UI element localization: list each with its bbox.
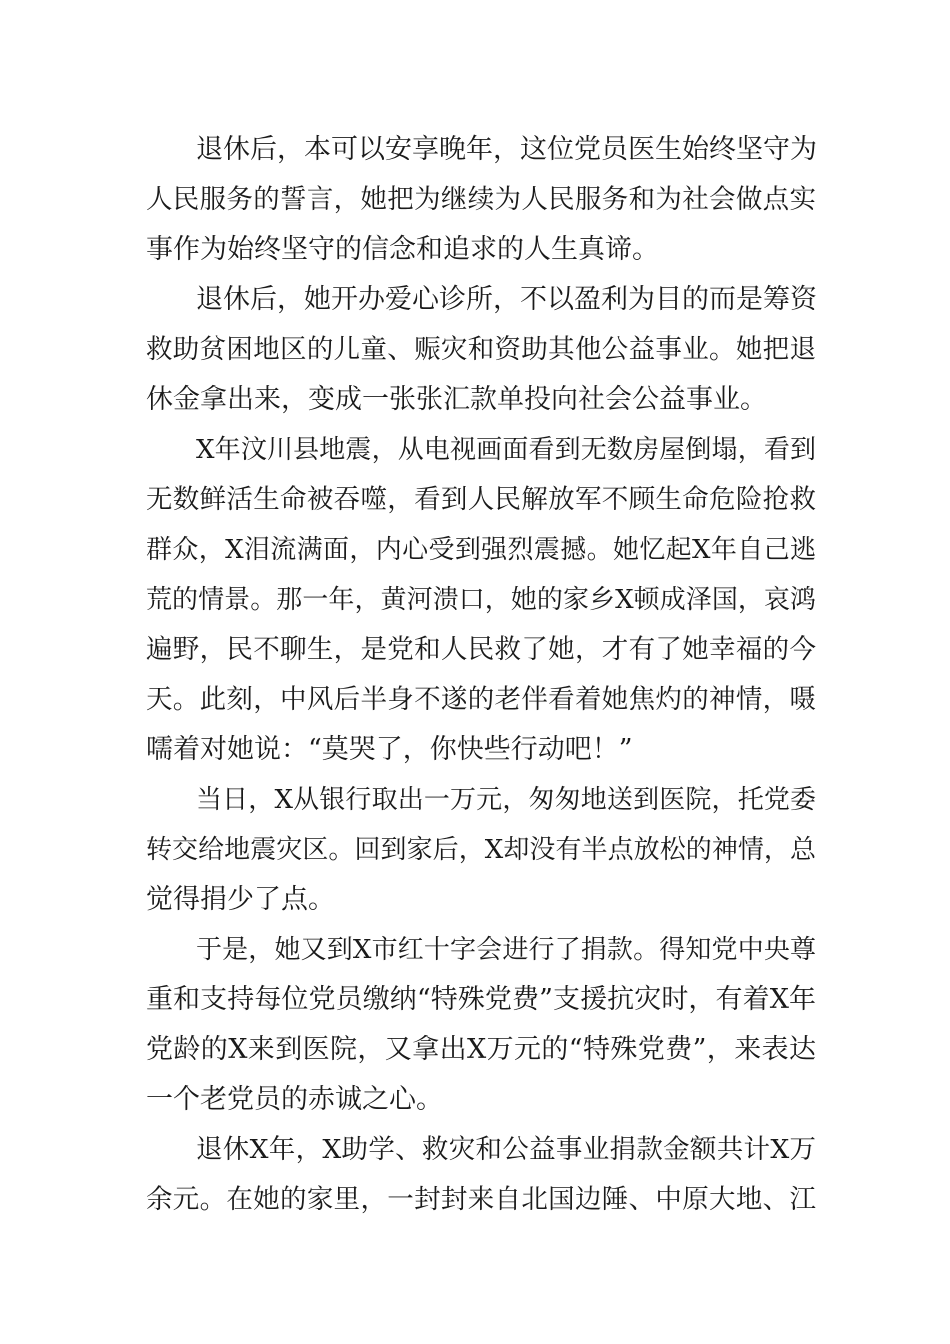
paragraph-2-line-3: 休金拿出来，变成一张张汇款单投向社会公益事业。 bbox=[146, 384, 767, 415]
paragraph-1-line-3: 事作为始终坚守的信念和追求的人生真谛。 bbox=[146, 234, 659, 265]
paragraph-3-line-6: 天。此刻，中风后半身不遂的老伴看着她焦灼的神情，嗫 bbox=[146, 684, 816, 715]
paragraph-3-line-7: 嚅着对她说：“莫哭了，你快些行动吧！” bbox=[146, 734, 633, 765]
paragraph-3-line-1: X年汶川县地震，从电视画面看到无数房屋倒塌，看到 bbox=[196, 435, 816, 465]
paragraph-4-line-1: 当日，X从银行取出一万元，匆匆地送到医院，托党委 bbox=[196, 785, 816, 815]
paragraph-5-line-4: 一个老党员的赤诚之心。 bbox=[146, 1084, 443, 1115]
paragraph-6-line-1: 退休X年，X助学、救灾和公益事业捐款金额共计X万 bbox=[196, 1134, 816, 1165]
paragraph-4-line-2: 转交给地震灾区。回到家后，X却没有半点放松的神情，总 bbox=[146, 835, 816, 865]
paragraph-1-line-1: 退休后，本可以安享晚年，这位党员医生始终坚守为 bbox=[196, 134, 817, 165]
paragraph-6-line-2: 余元。在她的家里，一封封来自北国边陲、中原大地、江 bbox=[146, 1184, 816, 1215]
paragraph-3-line-5: 遍野，民不聊生，是党和人民救了她，才有了她幸福的今 bbox=[146, 634, 816, 665]
paragraph-3-line-4: 荒的情景。那一年，黄河溃口，她的家乡X顿成泽国，哀鸿 bbox=[146, 585, 816, 615]
paragraph-4-line-3: 觉得捐少了点。 bbox=[146, 884, 335, 915]
paragraph-2-line-1: 退休后，她开办爱心诊所，不以盈利为目的而是筹资 bbox=[196, 284, 817, 315]
paragraph-1-line-2: 人民服务的誓言，她把为继续为人民服务和为社会做点实 bbox=[146, 184, 816, 215]
paragraph-5-line-2: 重和支持每位党员缴纳“特殊党费”支援抗灾时，有着X年 bbox=[146, 984, 816, 1015]
paragraph-2-line-2: 救助贫困地区的儿童、赈灾和资助其他公益事业。她把退 bbox=[146, 334, 816, 365]
paragraph-3-line-3: 群众，X泪流满面，内心受到强烈震撼。她忆起X年自己逃 bbox=[146, 535, 816, 565]
paragraph-5-line-1: 于是，她又到X市红十字会进行了捐款。得知党中央尊 bbox=[196, 935, 816, 965]
paragraph-5-line-3: 党龄的X来到医院，又拿出X万元的“特殊党费”，来表达 bbox=[146, 1034, 816, 1065]
paragraph-3-line-2: 无数鲜活生命被吞噬，看到人民解放军不顾生命危险抢救 bbox=[146, 484, 816, 515]
